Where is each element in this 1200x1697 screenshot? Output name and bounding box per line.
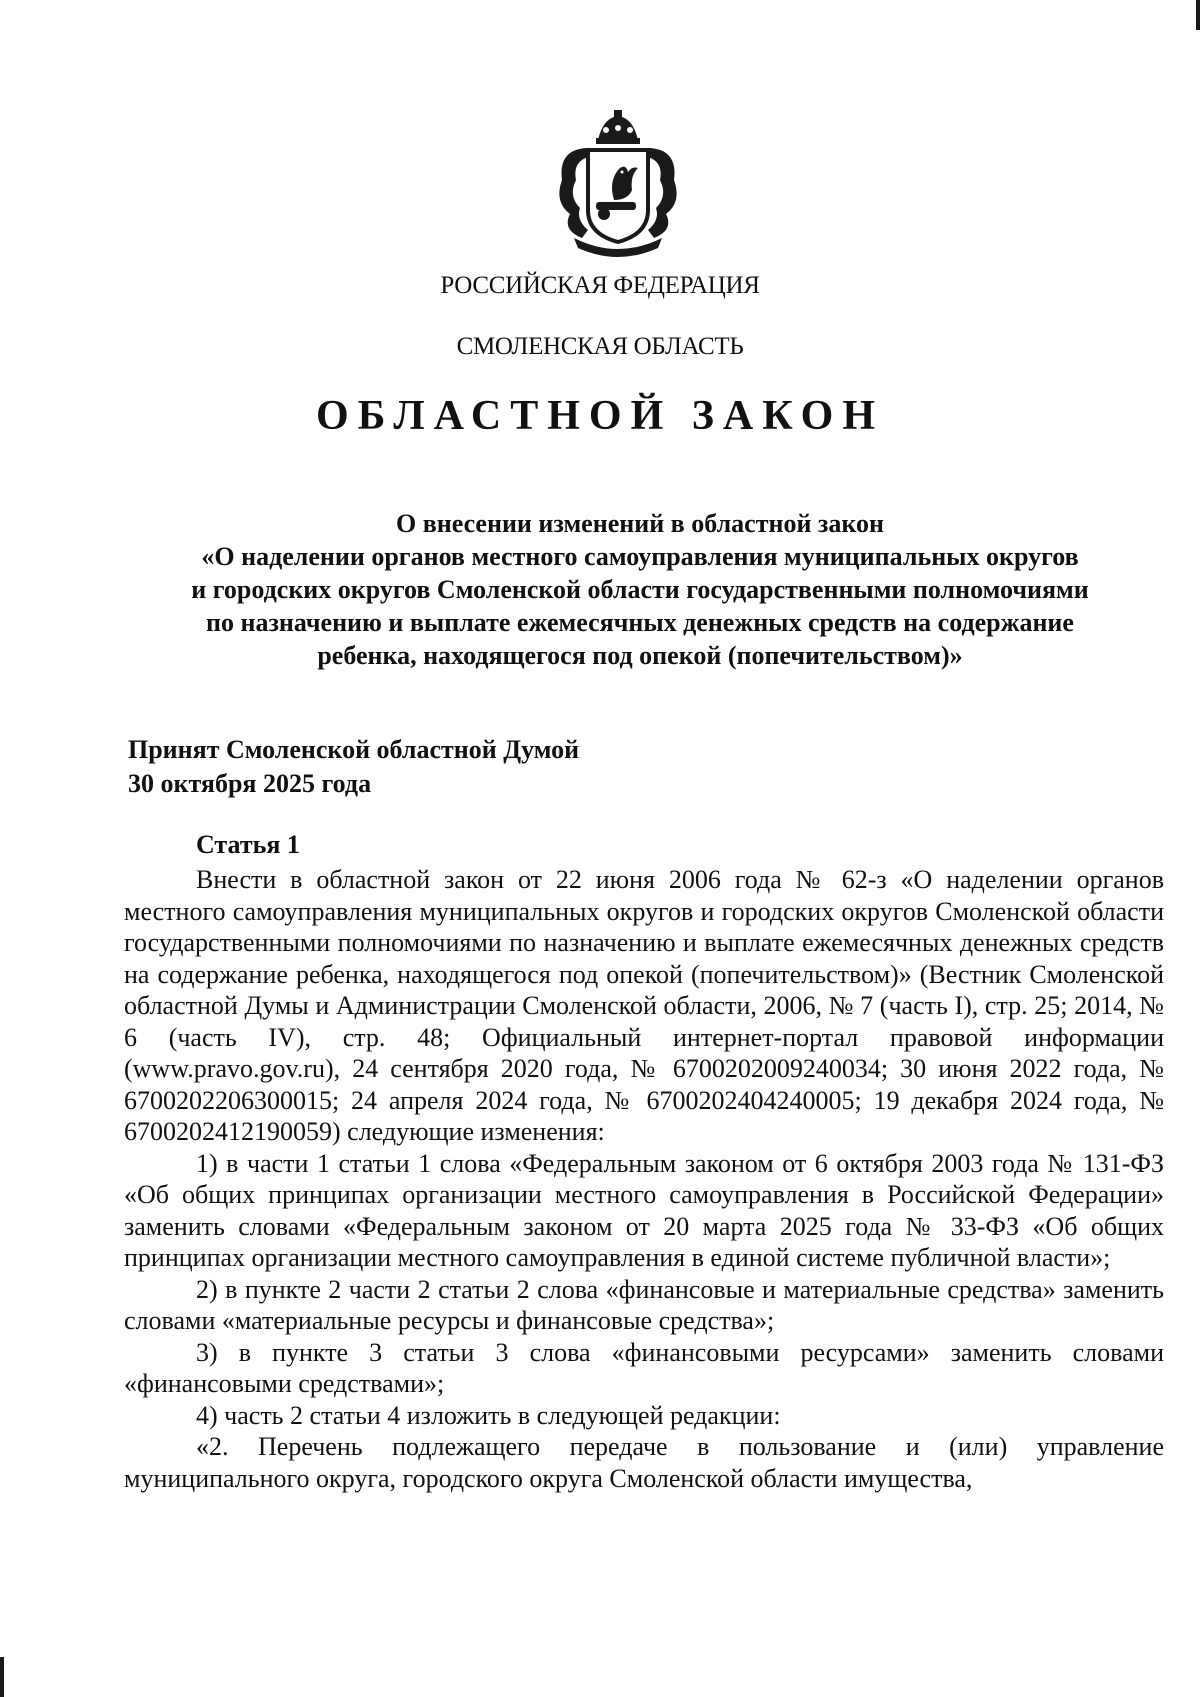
article-body [124, 864, 1164, 1494]
subject-line: и городских округов Смоленской области государственными полномочиями [191, 575, 1089, 604]
region-heading: СМОЛЕНСКАЯ ОБЛАСТЬ [456, 333, 744, 360]
article-paragraph: 4) часть 2 статьи 4 изложить в следующей редакции: [196, 1400, 781, 1430]
subject-line: О внесении изменений в областной закон [395, 509, 885, 538]
subject-line: «О наделении органов местного самоуправления муниципальных округов [201, 542, 1079, 571]
article-paragraph: 3) в пункте 3 статьи 3 слова «финансовыми ресурсами» заменить словами «финансовыми средствами»; [124, 1337, 1164, 1398]
coat-of-arms-emblem [548, 110, 688, 260]
scan-artifact [0, 1657, 4, 1697]
subject-line: ребенка, находящегося под опекой (попечительством)» [317, 641, 963, 670]
article-paragraph: 1) в части 1 статьи 1 слова «Федеральным законом от 6 октября 2003 года № 131-ФЗ «Об общих принципах организации местного самоуправления в Российской Федерации» заменить словами «Федеральным законом от 20 марта 2025 года № 33-ФЗ «Об общих принципах организации местного самоуправления в единой системе публичной власти»; [124, 1148, 1164, 1272]
scan-artifact [1196, 0, 1200, 30]
adoption-body: Принят Смоленской областной Думой [128, 735, 580, 764]
country-heading: РОССИЙСКАЯ ФЕДЕРАЦИЯ [440, 272, 760, 299]
article-paragraph: 2) в пункте 2 части 2 статьи 2 слова «финансовые и материальные средства» заменить словами «материальные ресурсы и финансовые средства»; [124, 1274, 1164, 1335]
article-paragraph: Внести в областной закон от 22 июня 2006 года № 62-з «О наделении органов местного самоуправления муниципальных округов и городских округов Смоленской области государственными полномочиями по назначению и выплате ежемесячных денежных средств на содержание ребенка, находящегося под опекой (попечительством)» (Вестник Смоленской областной Думы и Администрации Смоленской области, 2006, № 7 (часть I), стр. 25; 2014, № 6 (часть IV), стр. 48; Официальный интернет-портал правовой информации (www.pravo.gov.ru), 24 сентября 2020 года, № 6700202009240034; 30 июня 2022 года, № 6700202206300015; 24 апреля 2024 года, № 6700202404240005; 19 декабря 2024 года, № 6700202412190059) следующие изменения: [124, 865, 1164, 1146]
article-heading: Статья 1 [196, 830, 300, 859]
shield-icon [588, 150, 648, 242]
law-subject-title [120, 507, 1160, 672]
adoption-date: 30 октября 2025 года [128, 769, 372, 798]
adoption-block [128, 733, 579, 801]
subject-line: по назначению и выплате ежемесячных денежных средств на содержание [206, 608, 1074, 637]
crown-icon [596, 110, 640, 144]
article-paragraph: «2. Перечень подлежащего передаче в пользование и (или) управление муниципального округа, городского округа Смоленской области имущества, [124, 1432, 1164, 1493]
document-type-title: ОБЛАСТНОЙ ЗАКОН [315, 393, 885, 439]
